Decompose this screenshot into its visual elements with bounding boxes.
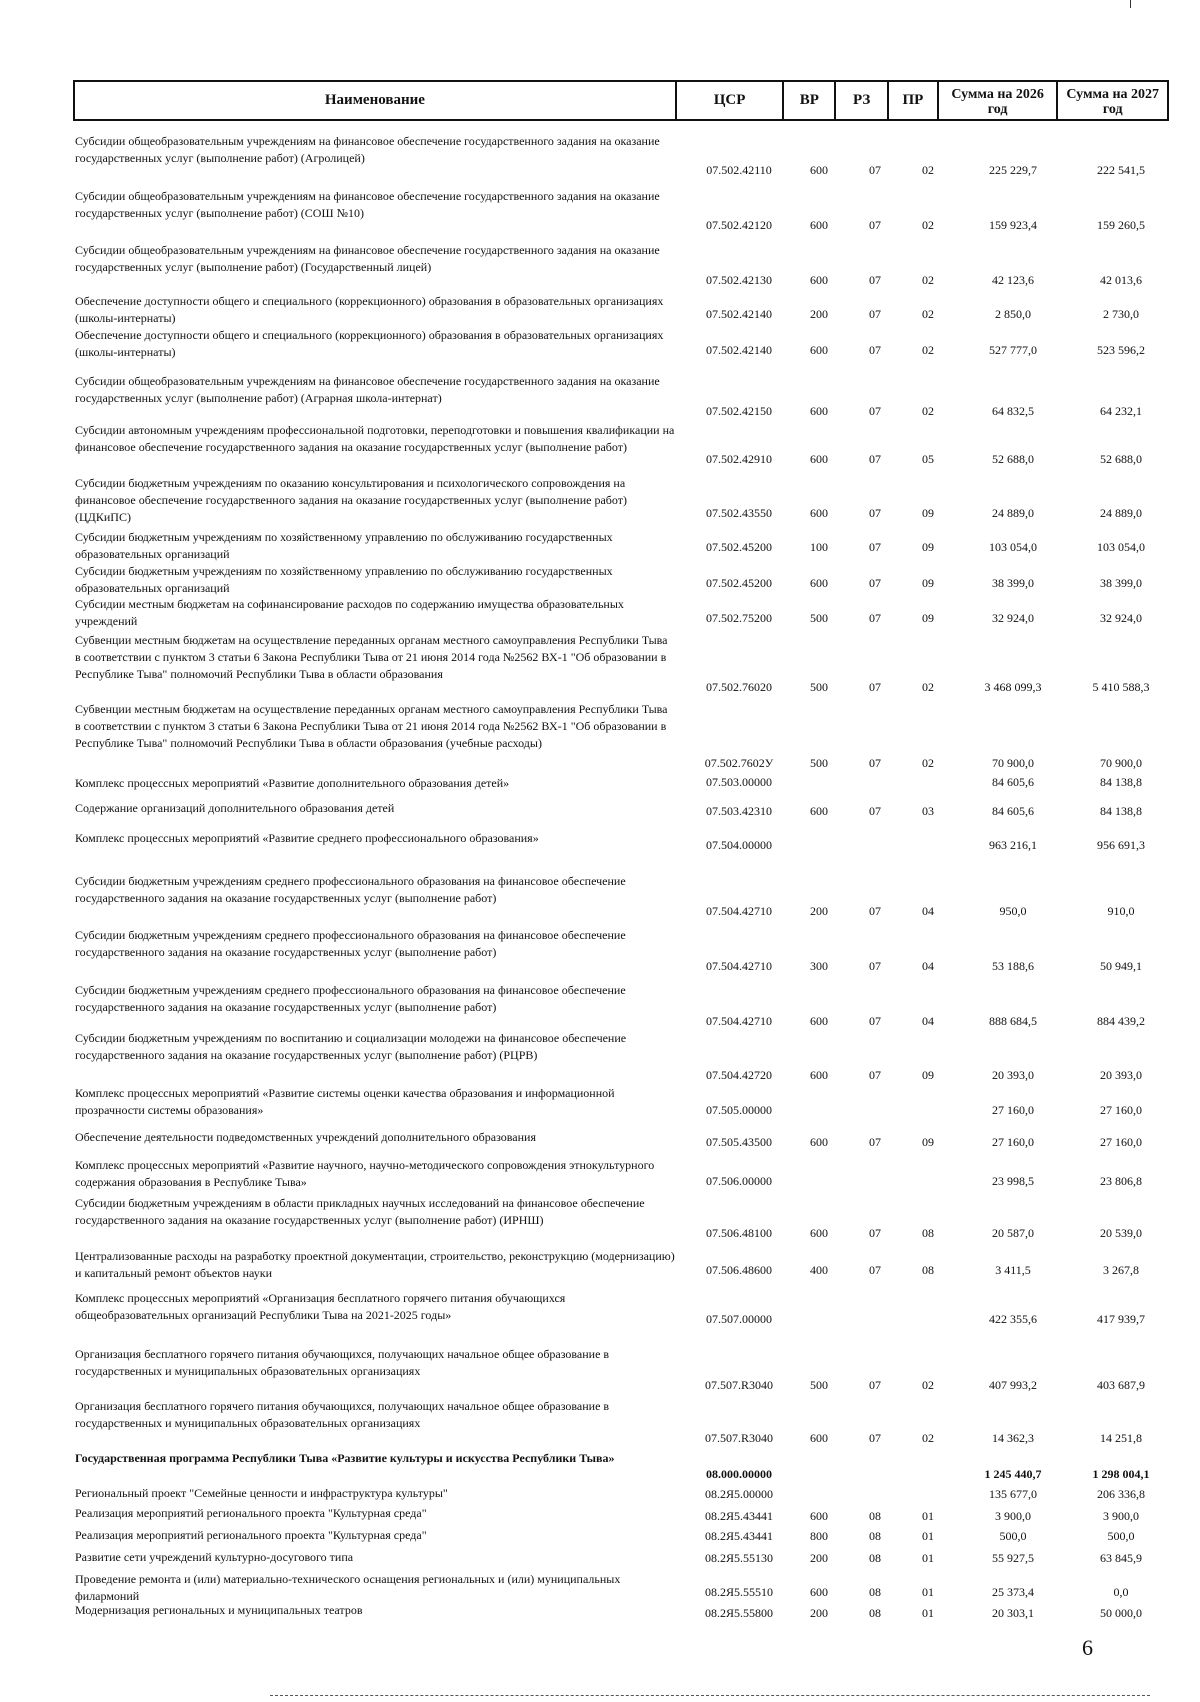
cell-sum-2026: 963 216,1 <box>989 838 1037 852</box>
cell-pr: 08 <box>922 1226 934 1240</box>
table-row <box>73 1248 1169 1279</box>
table-row <box>73 133 1169 179</box>
table-row <box>73 775 1169 791</box>
cell-csr: 07.502.42110 <box>706 163 772 177</box>
cell-sum-2027: 103 054,0 <box>1097 540 1145 554</box>
cell-sum-2027: 64 232,1 <box>1100 404 1142 418</box>
table-row <box>73 632 1169 696</box>
cell-rz: 07 <box>869 1068 881 1082</box>
table-row <box>73 327 1169 359</box>
cell-vr: 100 <box>810 540 828 554</box>
cell-sum-2026: 3 411,5 <box>995 1263 1031 1277</box>
cell-vr: 400 <box>810 1263 828 1277</box>
cell-pr: 04 <box>922 904 934 918</box>
cell-sum-2027: 63 845,9 <box>1100 1551 1142 1565</box>
cell-pr: 01 <box>922 1585 934 1599</box>
table-row <box>73 982 1169 1030</box>
cell-sum-2027: 1 298 004,1 <box>1092 1467 1150 1481</box>
table-row <box>73 1527 1169 1545</box>
cell-csr: 07.505.00000 <box>706 1103 772 1117</box>
cell-name: Субсидии бюджетным учреждениям по воспитанию и социализации молодежи на финансовое обеспечение государственного задания на оказание государственных услуг (выполнение работ) (РЦРВ) <box>75 1031 627 1062</box>
cell-csr: 07.502.43550 <box>706 506 772 520</box>
cell-sum-2026: 407 993,2 <box>989 1378 1037 1392</box>
cell-rz: 07 <box>869 1431 881 1445</box>
cell-rz: 07 <box>869 804 881 818</box>
cell-name: Субсидии общеобразовательным учреждениям на финансовое обеспечение государственного задания на оказание государственных услуг (выполнение работ) (Агролицей) <box>75 134 660 165</box>
cell-name: Централизованные расходы на разработку проектной документации, строительство, реконструкцию (модернизацию) и капитальный ремонт объектов науки <box>75 1249 675 1280</box>
cell-sum-2026: 27 160,0 <box>992 1103 1034 1117</box>
cell-pr: 09 <box>922 540 934 554</box>
cell-csr: 07.507.R3040 <box>704 1431 773 1445</box>
cell-csr: 07.503.42310 <box>706 804 772 818</box>
cell-sum-2027: 27 160,0 <box>1100 1103 1142 1117</box>
table-row <box>73 1290 1169 1328</box>
cell-name: Субсидии бюджетным учреждениям среднего профессионального образования на финансовое обеспечение государственного задания на оказание государственных услуг (выполнение работ) <box>75 874 626 905</box>
cell-csr: 07.506.48600 <box>706 1263 772 1277</box>
table-row <box>73 422 1169 468</box>
cell-csr: 07.502.42120 <box>706 218 772 232</box>
cell-csr: 07.502.7602У <box>704 756 774 770</box>
cell-vr: 200 <box>810 307 828 321</box>
table-row <box>73 1549 1169 1567</box>
cell-pr: 02 <box>922 404 934 418</box>
cell-rz: 07 <box>869 904 881 918</box>
cell-sum-2026: 84 605,6 <box>992 775 1034 789</box>
cell-name: Государственная программа Республики Тыва «Развитие культуры и искусства Республики Тыва» <box>75 1451 615 1465</box>
cell-name: Субвенции местным бюджетам на осуществление переданных органам местного самоуправления Республики Тыва в соответствии с пунктом 3 статьи 6 Закона Республики Тыва от 21 июня 2014 года №2562 ВХ-1 "Об образовании в Республике Тыва" полномочий Республики Тыва в области образования <box>75 633 668 681</box>
cell-csr: 07.502.42130 <box>706 273 772 287</box>
cell-sum-2026: 422 355,6 <box>989 1312 1037 1326</box>
cell-name: Развитие сети учреждений культурно-досугового типа <box>75 1550 354 1564</box>
cell-sum-2026: 950,0 <box>999 904 1027 918</box>
table-row <box>73 1195 1169 1242</box>
cell-sum-2026: 3 468 099,3 <box>984 680 1042 694</box>
cell-vr: 600 <box>810 1135 828 1149</box>
cell-vr: 600 <box>810 1509 828 1523</box>
cell-rz: 07 <box>869 307 881 321</box>
cell-vr: 500 <box>810 611 828 625</box>
cell-pr: 03 <box>922 804 934 818</box>
cell-name: Региональный проект "Семейные ценности и инфраструктура культуры" <box>75 1486 448 1500</box>
cell-sum-2026: 53 188,6 <box>992 959 1034 973</box>
cell-sum-2027: 500,0 <box>1107 1529 1135 1543</box>
cell-sum-2027: 38 399,0 <box>1100 576 1142 590</box>
cell-sum-2026: 42 123,6 <box>992 273 1034 287</box>
table-row <box>73 1398 1169 1447</box>
cell-sum-2026: 14 362,3 <box>992 1431 1034 1445</box>
cell-csr: 07.502.42140 <box>706 307 772 321</box>
cell-vr: 300 <box>810 959 828 973</box>
cell-pr: 05 <box>922 452 934 466</box>
cell-sum-2026: 55 927,5 <box>992 1551 1034 1565</box>
cell-csr: 07.502.42140 <box>706 343 772 357</box>
header-sum-2026 <box>939 82 1059 119</box>
cell-csr: 07.502.42150 <box>706 404 772 418</box>
cell-csr: 07.507.00000 <box>706 1312 772 1326</box>
header-sum-2026-line2: год <box>987 101 1008 117</box>
cell-sum-2026: 3 900,0 <box>995 1509 1031 1523</box>
cell-sum-2027: 523 596,2 <box>1097 343 1145 357</box>
cell-rz: 08 <box>869 1551 881 1565</box>
cell-csr: 07.502.45200 <box>706 540 772 554</box>
cell-name: Реализация мероприятий регионального проекта "Культурная среда" <box>75 1528 427 1542</box>
cell-pr: 01 <box>922 1529 934 1543</box>
cell-rz: 08 <box>869 1585 881 1599</box>
cell-sum-2027: 3 267,8 <box>1103 1263 1139 1277</box>
cell-rz: 07 <box>869 452 881 466</box>
cell-name: Субвенции местным бюджетам на осуществление переданных органам местного самоуправления Республики Тыва в соответствии с пунктом 3 статьи 6 Закона Республики Тыва от 21 июня 2014 года №2562 ВХ-1 "Об образовании в Республике Тыва" полномочий Республики Тыва в области образования (учебные расходы) <box>75 702 668 750</box>
cell-vr: 500 <box>810 680 828 694</box>
table-row <box>73 1346 1169 1394</box>
cell-name: Субсидии общеобразовательным учреждениям на финансовое обеспечение государственного задания на оказание государственных услуг (выполнение работ) (Государственный лицей) <box>75 243 660 274</box>
table-row <box>73 1030 1169 1084</box>
cell-rz: 07 <box>869 540 881 554</box>
cell-rz: 07 <box>869 1014 881 1028</box>
table-row <box>73 1085 1169 1119</box>
cell-csr: 07.502.75200 <box>706 611 772 625</box>
cell-pr: 09 <box>922 576 934 590</box>
cell-sum-2026: 70 900,0 <box>992 756 1034 770</box>
table-row <box>73 529 1169 561</box>
cell-pr: 01 <box>922 1551 934 1565</box>
cell-csr: 08.2Я5.43441 <box>704 1529 773 1543</box>
cell-pr: 02 <box>922 1378 934 1392</box>
cell-csr: 07.502.45200 <box>706 576 772 590</box>
cell-csr: 07.503.00000 <box>706 775 772 789</box>
table-row <box>73 188 1169 234</box>
cell-sum-2027: 52 688,0 <box>1100 452 1142 466</box>
cell-vr: 600 <box>810 163 828 177</box>
cell-vr: 200 <box>810 904 828 918</box>
cell-csr: 08.2Я5.00000 <box>704 1487 773 1501</box>
table-row <box>73 1571 1169 1601</box>
cell-sum-2026: 25 373,4 <box>992 1585 1034 1599</box>
cell-pr: 09 <box>922 611 934 625</box>
cell-sum-2026: 103 054,0 <box>989 540 1037 554</box>
cell-pr: 02 <box>922 307 934 321</box>
cell-sum-2026: 64 832,5 <box>992 404 1034 418</box>
cell-name: Обеспечение деятельности подведомственных учреждений дополнительного образования <box>75 1130 536 1144</box>
cell-sum-2026: 84 605,6 <box>992 804 1034 818</box>
cell-sum-2027: 159 260,5 <box>1097 218 1145 232</box>
cell-rz: 07 <box>869 218 881 232</box>
cell-pr: 01 <box>922 1509 934 1523</box>
cell-pr: 04 <box>922 959 934 973</box>
cell-sum-2027: 884 439,2 <box>1097 1014 1145 1028</box>
cell-rz: 07 <box>869 404 881 418</box>
cell-sum-2027: 3 900,0 <box>1103 1509 1139 1523</box>
cell-vr: 200 <box>810 1606 828 1620</box>
bottom-rule <box>270 1695 1150 1696</box>
cell-vr: 600 <box>810 506 828 520</box>
cell-sum-2026: 500,0 <box>999 1529 1027 1543</box>
cell-name: Комплекс процессных мероприятий «Развитие дополнительного образования детей» <box>75 776 510 790</box>
cell-name: Субсидии общеобразовательным учреждениям на финансовое обеспечение государственного задания на оказание государственных услуг (выполнение работ) (СОШ №10) <box>75 189 660 220</box>
page-number: 6 <box>1082 1635 1093 1660</box>
cell-vr: 600 <box>810 273 828 287</box>
cell-csr: 07.504.42710 <box>706 959 772 973</box>
cell-sum-2027: 50 000,0 <box>1100 1606 1142 1620</box>
table-row <box>73 242 1169 289</box>
cell-sum-2026: 2 850,0 <box>995 307 1031 321</box>
cell-name: Проведение ремонта и (или) материально-технического оснащения региональных и (или) муниципальных филармоний <box>75 1572 621 1603</box>
cell-sum-2027: 206 336,8 <box>1097 1487 1145 1501</box>
cell-csr: 07.504.42720 <box>706 1068 772 1082</box>
cell-name: Содержание организаций дополнительного образования детей <box>75 801 395 815</box>
cell-sum-2026: 23 998,5 <box>992 1174 1034 1188</box>
cell-rz: 07 <box>869 273 881 287</box>
cell-vr: 600 <box>810 404 828 418</box>
cell-sum-2027: 403 687,9 <box>1097 1378 1145 1392</box>
cell-sum-2026: 32 924,0 <box>992 611 1034 625</box>
cell-sum-2027: 42 013,6 <box>1100 273 1142 287</box>
cell-sum-2027: 24 889,0 <box>1100 506 1142 520</box>
table-row <box>73 596 1169 627</box>
table-row <box>73 1485 1169 1503</box>
cell-pr: 04 <box>922 1014 934 1028</box>
cell-csr: 07.502.76020 <box>706 680 772 694</box>
header-csr: ЦСР <box>677 82 785 119</box>
cell-sum-2027: 0,0 <box>1113 1585 1129 1599</box>
header-pr: ПР <box>889 82 939 119</box>
cell-sum-2027: 23 806,8 <box>1100 1174 1142 1188</box>
cell-sum-2026: 20 587,0 <box>992 1226 1034 1240</box>
cell-csr: 07.506.00000 <box>706 1174 772 1188</box>
cell-csr: 07.505.43500 <box>706 1135 772 1149</box>
cell-name: Субсидии бюджетным учреждениям среднего профессионального образования на финансовое обеспечение государственного задания на оказание государственных услуг (выполнение работ) <box>75 928 626 959</box>
cell-sum-2027: 20 539,0 <box>1100 1226 1142 1240</box>
cell-sum-2027: 70 900,0 <box>1100 756 1142 770</box>
cell-rz: 07 <box>869 756 881 770</box>
cell-rz: 07 <box>869 163 881 177</box>
cell-sum-2027: 50 949,1 <box>1100 959 1142 973</box>
cell-csr: 08.2Я5.55800 <box>704 1606 773 1620</box>
cell-vr: 200 <box>810 1551 828 1565</box>
cell-name: Субсидии автономным учреждениям профессиональной подготовки, переподготовки и повышения квалификации на финансовое обеспечение государственного задания на оказание государственных услуг (выполнение работ) <box>75 423 675 454</box>
cell-pr: 01 <box>922 1606 934 1620</box>
cell-rz: 08 <box>869 1529 881 1543</box>
table-row <box>73 1157 1169 1190</box>
cell-rz: 07 <box>869 1135 881 1149</box>
cell-name: Организация бесплатного горячего питания обучающихся, получающих начальное общее образование в государственных и муниципальных образовательных организациях <box>75 1399 610 1430</box>
cell-vr: 500 <box>810 756 828 770</box>
cell-csr: 08.000.00000 <box>706 1467 772 1481</box>
cell-sum-2027: 417 939,7 <box>1097 1312 1145 1326</box>
cell-csr: 08.2Я5.43441 <box>704 1509 773 1523</box>
cell-name: Субсидии бюджетным учреждениям по оказанию консультирования и психологического сопровождения на финансовое обеспечение государственного задания на оказание государственных услуг (выполнение работ) (ЦДКиПС) <box>75 476 627 524</box>
cell-sum-2027: 222 541,5 <box>1097 163 1145 177</box>
cell-pr: 02 <box>922 680 934 694</box>
cell-sum-2026: 24 889,0 <box>992 506 1034 520</box>
cell-sum-2026: 20 303,1 <box>992 1606 1034 1620</box>
cell-pr: 09 <box>922 1068 934 1082</box>
cell-name: Комплекс процессных мероприятий «Развитие среднего профессионального образования» <box>75 831 539 845</box>
cell-vr: 600 <box>810 576 828 590</box>
cell-csr: 07.504.42710 <box>706 904 772 918</box>
cell-rz: 07 <box>869 1226 881 1240</box>
cell-name: Субсидии бюджетным учреждениям по хозяйственному управлению по обслуживанию государственных образовательных организаций <box>75 564 613 595</box>
cell-csr: 07.504.00000 <box>706 838 772 852</box>
cell-sum-2026: 888 684,5 <box>989 1014 1037 1028</box>
cell-rz: 08 <box>869 1509 881 1523</box>
cell-name: Обеспечение доступности общего и специального (коррекционного) образования в образовательных организациях (школы-интернаты) <box>75 294 664 325</box>
cell-sum-2027: 84 138,8 <box>1100 775 1142 789</box>
cell-pr: 09 <box>922 506 934 520</box>
cell-rz: 07 <box>869 1263 881 1277</box>
cell-rz: 07 <box>869 1378 881 1392</box>
cell-rz: 07 <box>869 343 881 357</box>
cell-vr: 600 <box>810 1014 828 1028</box>
cell-csr: 07.504.42710 <box>706 1014 772 1028</box>
cell-vr: 600 <box>810 452 828 466</box>
cell-sum-2026: 527 777,0 <box>989 343 1037 357</box>
cell-pr: 02 <box>922 218 934 232</box>
header-sum-2026-line1: Сумма на 2026 <box>951 86 1044 102</box>
cell-sum-2027: 2 730,0 <box>1103 307 1139 321</box>
cell-rz: 07 <box>869 506 881 520</box>
cell-name: Комплекс процессных мероприятий «Организация бесплатного горячего питания обучающихся общеобразовательных организаций Республики Тыва на 2021-2025 годы» <box>75 1291 566 1322</box>
cell-sum-2027: 5 410 588,3 <box>1092 680 1150 694</box>
cell-name: Субсидии бюджетным учреждениям среднего профессионального образования на финансовое обеспечение государственного задания на оказание государственных услуг (выполнение работ) <box>75 983 626 1014</box>
cell-vr: 500 <box>810 1378 828 1392</box>
cell-sum-2027: 20 393,0 <box>1100 1068 1142 1082</box>
cell-sum-2026: 225 229,7 <box>989 163 1037 177</box>
table-row <box>73 701 1169 772</box>
cell-sum-2027: 84 138,8 <box>1100 804 1142 818</box>
margin-mark <box>1130 0 1131 8</box>
cell-sum-2026: 27 160,0 <box>992 1135 1034 1149</box>
cell-sum-2027: 910,0 <box>1107 904 1135 918</box>
header-name: Наименование <box>75 82 677 119</box>
cell-vr: 600 <box>810 804 828 818</box>
header-sum-2027-line2: год <box>1102 101 1123 117</box>
header-sum-2027 <box>1058 82 1167 119</box>
cell-sum-2026: 159 923,4 <box>989 218 1037 232</box>
table-row <box>73 830 1169 854</box>
header-vr: ВР <box>784 82 836 119</box>
cell-name: Модернизация региональных и муниципальных театров <box>75 1603 363 1617</box>
cell-vr: 600 <box>810 1585 828 1599</box>
cell-csr: 08.2Я5.55130 <box>704 1551 773 1565</box>
table-header <box>73 80 1169 121</box>
cell-sum-2026: 135 677,0 <box>989 1487 1037 1501</box>
cell-name: Реализация мероприятий регионального проекта "Культурная среда" <box>75 1506 427 1520</box>
cell-rz: 08 <box>869 1606 881 1620</box>
cell-sum-2027: 32 924,0 <box>1100 611 1142 625</box>
cell-name: Комплекс процессных мероприятий «Развитие системы оценки качества образования и информационной прозрачности системы образования» <box>75 1086 615 1117</box>
cell-rz: 07 <box>869 680 881 694</box>
cell-sum-2027: 956 691,3 <box>1097 838 1145 852</box>
table-row <box>73 873 1169 920</box>
cell-name: Комплекс процессных мероприятий «Развитие научного, научно-методического сопровождения этнокультурного содержания образования в Республике Тыва» <box>75 1158 655 1189</box>
cell-pr: 02 <box>922 163 934 177</box>
table-row <box>73 293 1169 323</box>
cell-csr: 07.506.48100 <box>706 1226 772 1240</box>
table-row <box>73 563 1169 595</box>
cell-pr: 02 <box>922 343 934 357</box>
table-row <box>73 373 1169 420</box>
header-rz: РЗ <box>836 82 889 119</box>
cell-sum-2026: 1 245 440,7 <box>984 1467 1042 1481</box>
cell-pr: 09 <box>922 1135 934 1149</box>
cell-csr: 08.2Я5.55510 <box>704 1585 773 1599</box>
cell-name: Обеспечение доступности общего и специального (коррекционного) образования в образовательных организациях (школы-интернаты) <box>75 328 664 359</box>
cell-sum-2026: 38 399,0 <box>992 576 1034 590</box>
table-row <box>73 1505 1169 1525</box>
cell-csr: 07.507.R3040 <box>704 1378 773 1392</box>
cell-sum-2026: 52 688,0 <box>992 452 1034 466</box>
cell-vr: 600 <box>810 343 828 357</box>
cell-pr: 02 <box>922 273 934 287</box>
table-row <box>73 475 1169 522</box>
cell-vr: 600 <box>810 1068 828 1082</box>
cell-name: Субсидии бюджетным учреждениям по хозяйственному управлению по обслуживанию государственных образовательных организаций <box>75 530 613 561</box>
table-row <box>73 1450 1169 1483</box>
cell-rz: 07 <box>869 576 881 590</box>
table-row <box>73 1129 1169 1151</box>
cell-vr: 600 <box>810 1226 828 1240</box>
cell-sum-2027: 27 160,0 <box>1100 1135 1142 1149</box>
cell-sum-2026: 20 393,0 <box>992 1068 1034 1082</box>
cell-vr: 600 <box>810 1431 828 1445</box>
table-row <box>73 800 1169 820</box>
cell-sum-2027: 14 251,8 <box>1100 1431 1142 1445</box>
cell-pr: 08 <box>922 1263 934 1277</box>
cell-vr: 600 <box>810 218 828 232</box>
cell-csr: 07.502.42910 <box>706 452 772 466</box>
table-row <box>73 1602 1169 1622</box>
cell-name: Субсидии бюджетным учреждениям в области прикладных научных исследований на финансовое обеспечение государственного задания на оказание государственных услуг (выполнение работ) (ИРНШ) <box>75 1196 645 1227</box>
cell-rz: 07 <box>869 611 881 625</box>
header-sum-2027-line1: Сумма на 2027 <box>1066 86 1160 102</box>
cell-pr: 02 <box>922 1431 934 1445</box>
cell-vr: 800 <box>810 1529 828 1543</box>
cell-name: Организация бесплатного горячего питания обучающихся, получающих начальное общее образование в государственных и муниципальных образовательных организациях <box>75 1347 610 1378</box>
cell-name: Субсидии местным бюджетам на софинансирование расходов по содержанию имущества образовательных учреждений <box>75 597 624 628</box>
table-row <box>73 927 1169 975</box>
cell-pr: 02 <box>922 756 934 770</box>
cell-name: Субсидии общеобразовательным учреждениям на финансовое обеспечение государственного задания на оказание государственных услуг (выполнение работ) (Аграрная школа-интернат) <box>75 374 660 405</box>
cell-rz: 07 <box>869 959 881 973</box>
